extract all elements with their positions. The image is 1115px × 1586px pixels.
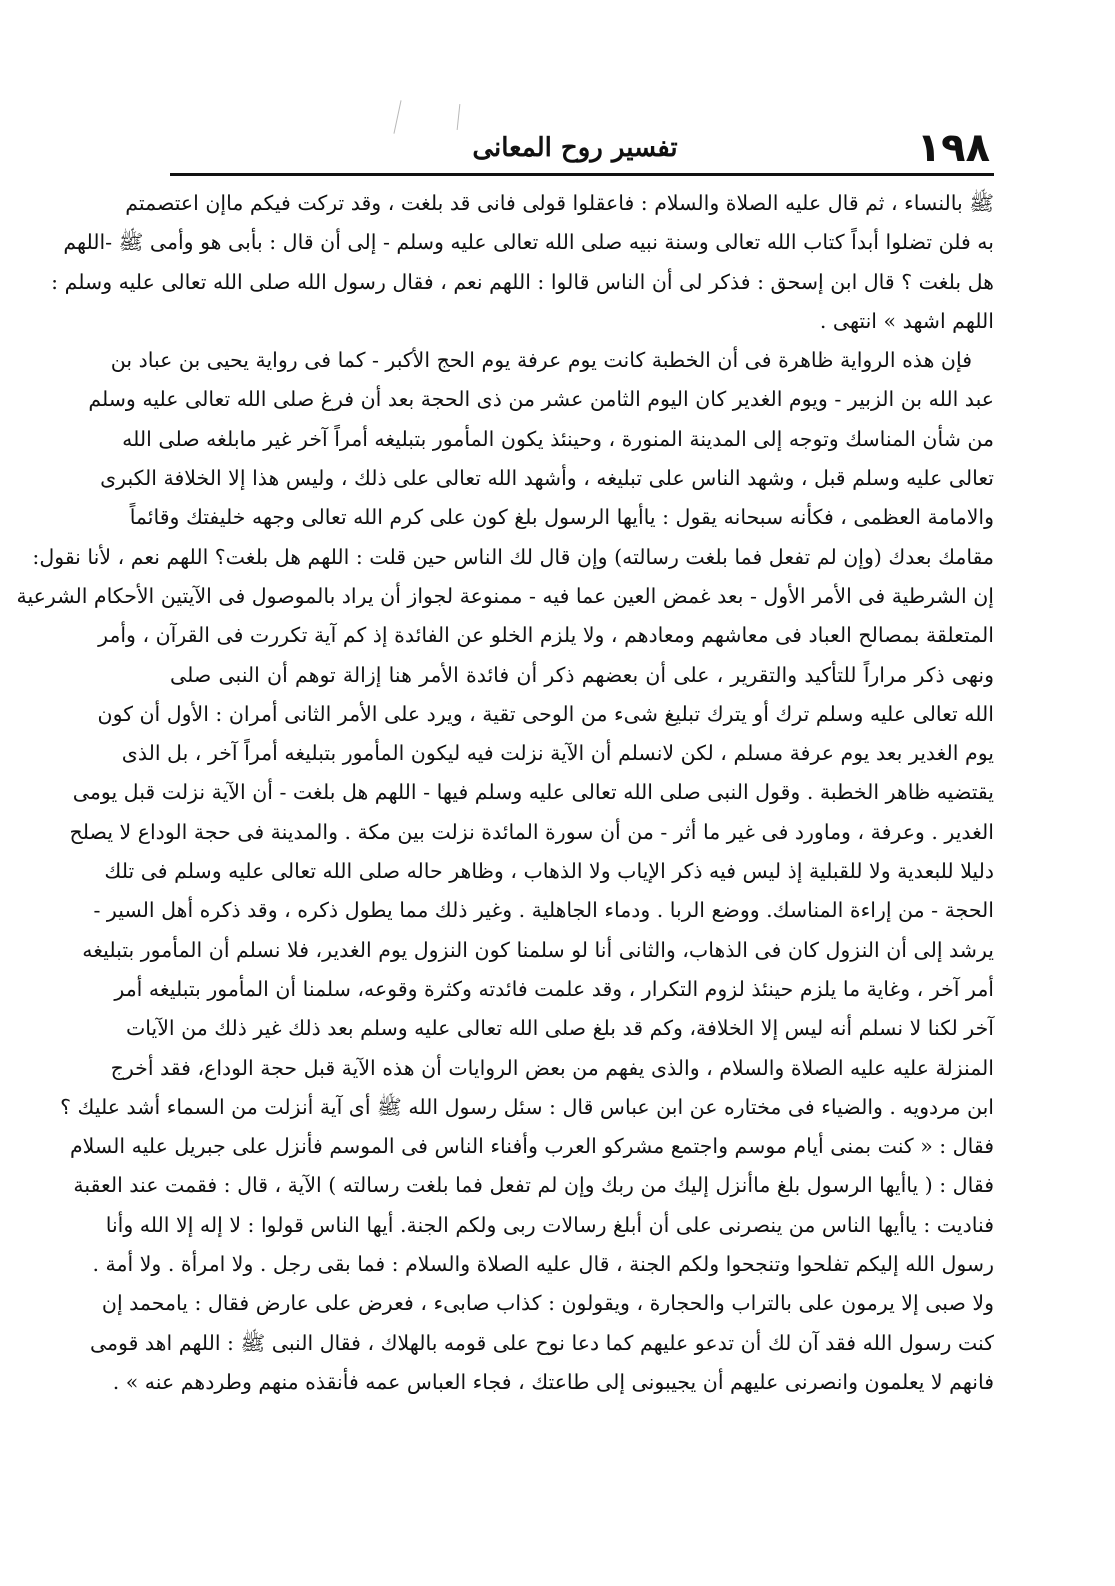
- body-text: [16, 184, 994, 1402]
- text-line: المنزلة عليه عليه الصلاة والسلام ، والذى يفهم من بعض الروايات أن هذه الآية قبل حجة الوداع، فقد أخرج: [110, 1055, 994, 1080]
- text-line: دليلا للبعدية ولا للقبلية إذ ليس فيه ذكر الإياب ولا الذهاب ، وظاهر حاله صلى الله تعالى عليه وسلم فى تلك: [104, 859, 994, 884]
- text-line: فناديت : ياأيها الناس من ينصرنى على أن أبلغ رسالات ربى ولكم الجنة. أيها الناس قولوا : لا إله إلا الله وأنا: [105, 1212, 994, 1237]
- header-rule: [170, 173, 994, 176]
- text-line: ﷺ بالنساء ، ثم قال عليه الصلاة والسلام : فاعقلوا قولى فانى قد بلغت ، وقد تركت فيكم ماإن اعتصمتم: [125, 191, 994, 215]
- page-header: [170, 124, 990, 172]
- text-line: ونهى ذكر مراراً للتأكيد والتقرير ، على أن بعضهم ذكر أن فائدة الأمر هنا إزالة توهم أن النبى صلى: [170, 662, 994, 687]
- text-line: يرشد إلى أن النزول كان فى الذهاب، والثانى أنا لو سلمنا كون النزول يوم الغدير، فلا نسلم أن المأمور بتبليغه: [82, 937, 994, 962]
- text-line: يقتضيه ظاهر الخطبة . وقول النبى صلى الله تعالى عليه وسلم فيها - اللهم هل بلغت - أن الآية نزلت قبل يومى: [72, 780, 994, 805]
- text-line: المتعلقة بمصالح العباد فى معاشهم ومعادهم ، ولا يلزم الخلو عن الفائدة إذ كم آية تكررت فى القرآن ، وأمر: [98, 623, 994, 648]
- text-line: عبد الله بن الزبير - ويوم الغدير كان اليوم الثامن عشر من ذى الحجة بعد أن فرغ صلى الله تعالى عليه وسلم: [88, 387, 994, 412]
- running-title: تفسير روح المعانى: [472, 133, 678, 163]
- text-line: الحجة - من إراءة المناسك. ووضع الربا . ودماء الجاهلية . وغير ذلك مما يطول ذكره ، وقد ذكره أهل السير -: [93, 898, 994, 923]
- text-line: من شأن المناسك وتوجه إلى المدينة المنورة ، وحينئذ يكون المأمور بتبليغه أمراً آخر غير مابلغه صلى الله: [122, 426, 994, 451]
- text-line: الغدير . وعرفة ، وماورد فى غير ما أثر - من أن سورة المائدة نزلت بين مكة . والمدينة فى حجة الوداع لا يصلح: [69, 819, 994, 844]
- text-line: ابن مردويه . والضياء فى مختاره عن ابن عباس قال : سئل رسول الله ﷺ أى آية أنزلت من السماء أشد عليك ؟: [60, 1094, 994, 1119]
- text-line: فانهم لا يعلمون وانصرنى عليهم أن يجيبونى إلى طاعتك ، فجاء العباس عمه فأنقذه منهم وطردهم عنه » .: [112, 1369, 994, 1394]
- text-line: أمر آخر ، وغاية ما يلزم حينئذ لزوم التكرار ، وقد علمت فائدته وكثرة وقوعه، سلمنا أن المأمور بتبليغه أمر: [114, 976, 994, 1001]
- text-line: آخر لكنا لا نسلم أنه ليس إلا الخلافة، وكم قد بلغ صلى الله تعالى عليه وسلم بعد ذلك غير ذلك من الآيات: [125, 1016, 994, 1041]
- text-line: هل بلغت ؟ قال ابن إسحق : فذكر لى أن الناس قالوا : اللهم نعم ، فقال رسول الله صلى الله تعالى عليه وسلم :: [51, 269, 994, 294]
- text-line: الله تعالى عليه وسلم ترك أو يترك تبليغ شىء من الوحى تقية ، ويرد على الأمر الثانى أمران : الأول أن كون: [97, 701, 994, 726]
- text-line: ولا صبى إلا يرمون على بالتراب والحجارة ، ويقولون : كذاب صابىء ، فعرض على عارض فقال : يامحمد إن: [101, 1291, 994, 1316]
- text-line: رسول الله إليكم تفلحوا وتنجحوا ولكم الجنة ، قال عليه الصلاة والسلام : فما بقى رجل . ولا امرأة . ولا أمة .: [92, 1252, 994, 1277]
- page-number: ١٩٨: [916, 125, 990, 171]
- text-line: فقال : ( ياأيها الرسول بلغ ماأنزل إليك من ربك وإن لم تفعل فما بلغت رسالته ) الآية ، قال : فقمت عند العقبة: [73, 1173, 994, 1198]
- text-line: تعالى عليه وسلم قبل ، وشهد الناس على تبليغه ، وأشهد الله تعالى على ذلك ، وليس هذا إلا الخلافة الكبرى: [100, 466, 994, 491]
- text-line: كنت رسول الله فقد آن لك أن تدعو عليهم كما دعا نوح على قومه بالهلاك ، فقال النبى ﷺ : اللهم اهد قومى: [89, 1330, 994, 1355]
- text-line: به فلن تضلوا أبداً كتاب الله تعالى وسنة نبيه صلى الله تعالى عليه وسلم - إلى أن قال : بأبى هو وأمى ﷺ -اللهم: [63, 230, 994, 255]
- text-line: فإن هذه الرواية ظاهرة فى أن الخطبة كانت يوم عرفة يوم الحج الأكبر - كما فى رواية يحيى بن عباد بن: [110, 348, 972, 373]
- text-line: اللهم اشهد » انتهى .: [819, 308, 994, 333]
- text-line: إن الشرطية فى الأمر الأول - بعد غمض العين عما فيه - ممنوعة لجواز أن يراد بالموصول فى الآيتين الأحكام الشرعية: [16, 583, 994, 608]
- text-line: يوم الغدير بعد يوم عرفة مسلم ، لكن لانسلم أن الآية نزلت فيه ليكون المأمور بتبليغه أمراً آخر ، بل الذى: [121, 741, 994, 766]
- text-line: مقامك بعدك (وإن لم تفعل فما بلغت رسالته) وإن قال لك الناس حين قلت : اللهم هل بلغت؟ اللهم نعم ، لأنا نقول:: [32, 544, 994, 569]
- text-line: والامامة العظمى ، فكأنه سبحانه يقول : ياأيها الرسول بلغ كون على كرم الله تعالى وجهه خليفتك وقائماً: [129, 505, 994, 530]
- text-line: فقال : « كنت بمنى أيام موسم واجتمع مشركو العرب وأفناء الناس فى الموسم فأنزل على جبريل عليه السلام: [69, 1134, 994, 1159]
